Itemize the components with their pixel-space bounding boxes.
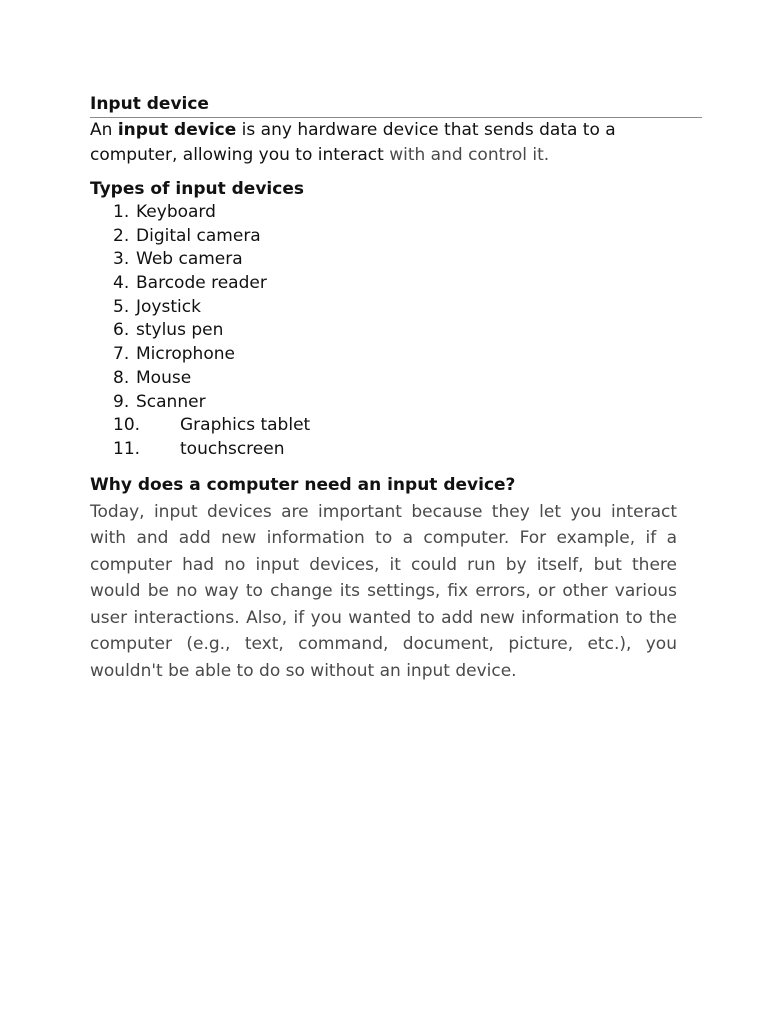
list-item [90,319,702,343]
list-item [90,391,702,415]
list-item [90,414,702,438]
intro-bold-term: input device [117,120,237,140]
list-item-label: Joystick [136,296,201,317]
list-item [90,367,702,391]
list-item-label: Graphics tablet [180,415,311,436]
intro-paragraph [90,118,650,168]
list-item-number: 9. [113,391,130,412]
list-item-label: Microphone [136,344,235,365]
list-item-number: 5. [113,296,130,317]
list-item-label: Digital camera [136,225,261,246]
list-item-label: stylus pen [136,320,224,341]
list-item-label: Barcode reader [136,273,267,294]
list-item-number: 6. [113,320,130,341]
list-item [90,296,702,320]
list-item-label: touchscreen [180,438,285,459]
list-item-label: Keyboard [136,202,216,222]
list-item-label: Web camera [136,249,243,270]
list-item [90,201,702,225]
intro-suffix: with and control it. [383,145,550,165]
types-heading: Types of input devices [90,179,304,199]
why-paragraph: Today, input devices are important because they let you interact with and add new information to a computer. For example, if a computer had no input devices, it could run by itself, but there would be no way to change its settings, fix errors, or other various user interactions. Also, if you wanted to add new information to the computer (e.g., text, command, document, picture, etc.), you wouldn't be able to do so without an input device. [90,501,677,681]
document-page [90,92,702,684]
list-item-number: 7. [113,344,130,365]
list-item-number: 8. [113,367,130,388]
list-item [90,272,702,296]
list-item-number: 3. [113,249,130,270]
intro-prefix: An [90,120,118,140]
list-item [90,248,702,272]
list-item-number: 1. [113,202,130,222]
why-heading: Why does a computer need an input device? [90,474,516,495]
list-item [90,343,702,367]
device-list [90,201,702,462]
list-item-label: Scanner [136,391,206,412]
list-item-number: 2. [113,225,130,246]
intro-middle: is any hardware device that sends data to a computer, allowing you to interact [90,120,616,165]
list-item-label: Mouse [136,367,192,388]
page-title: Input device [90,92,702,118]
list-item [90,438,702,462]
list-item-number: 4. [113,273,130,294]
list-item [90,225,702,249]
list-item-number: 11. [113,438,141,459]
list-item-number: 10. [113,415,141,436]
